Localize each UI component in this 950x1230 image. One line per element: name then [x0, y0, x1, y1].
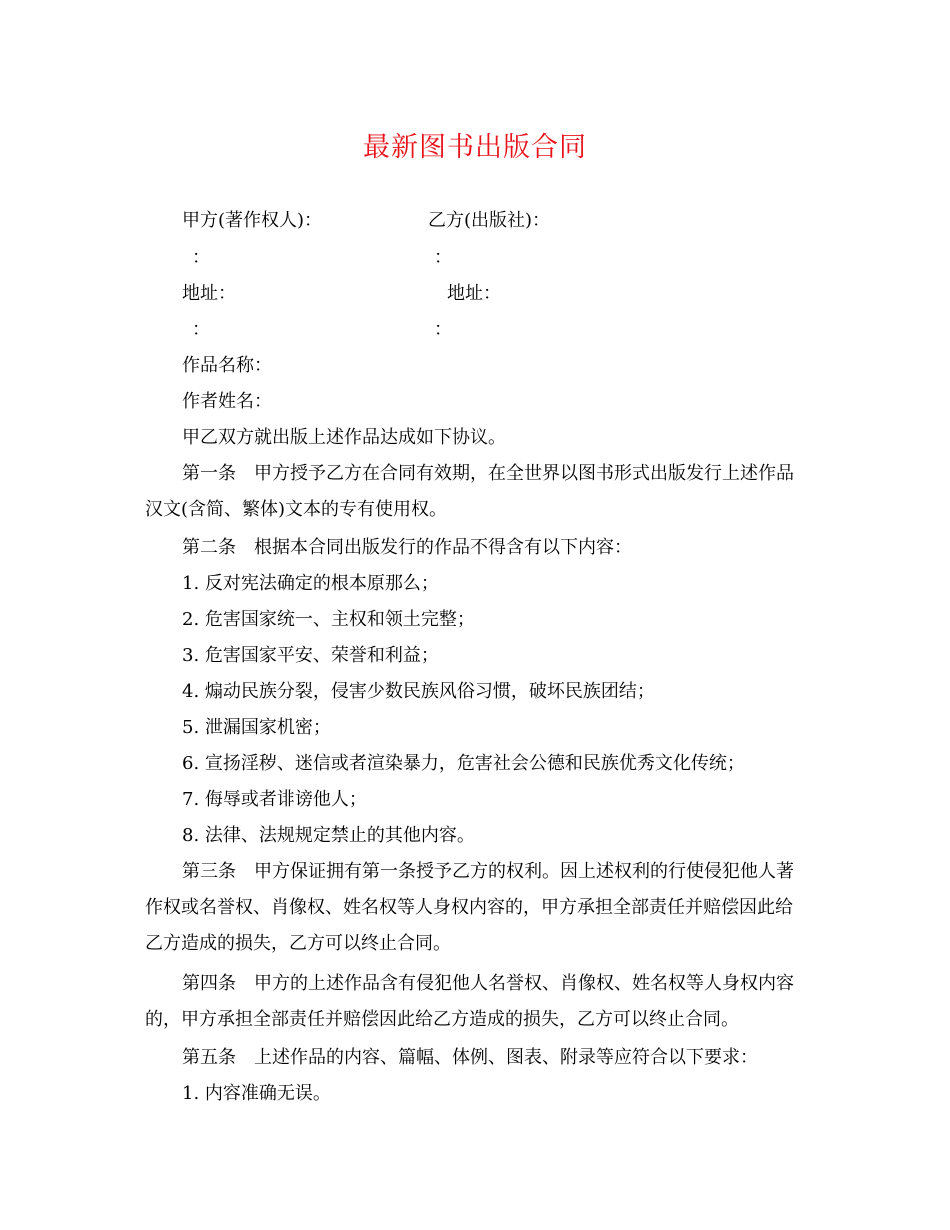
list-item: 5. 泄漏国家机密；	[182, 717, 331, 738]
list-item: 2. 危害国家统一、主权和领土完整；	[182, 609, 475, 630]
list-item: 7. 侮辱或者诽谤他人；	[182, 789, 367, 810]
list-item: 8. 法律、法规规定禁止的其他内容。	[182, 825, 475, 846]
preamble: 甲乙双方就出版上述作品达成如下协议。	[182, 427, 506, 448]
article-text: 甲方保证拥有第一条授予乙方的权利。因上述权利的行使侵犯他人著作权或名誉权、肖像权、姓名权等人身权内容的，甲方承担全部责任并赔偿因此给乙方造成的损失，乙方可以终止合同。	[145, 861, 794, 954]
party-a-name-colon: ：	[192, 247, 210, 268]
article-1	[145, 456, 805, 528]
list-item: 6. 宣扬淫秽、迷信或者渲染暴力，危害社会公德和民族优秀文化传统；	[182, 753, 745, 774]
party-b-label: 乙方(出版社)：	[428, 210, 551, 231]
list-item: 1. 内容准确无误。	[182, 1083, 331, 1104]
article-4	[145, 966, 805, 1038]
author-name-label: 作者姓名：	[182, 391, 272, 412]
party-a-label: 甲方(著作权人)：	[182, 210, 323, 231]
party-b-name-colon: ：	[434, 247, 452, 268]
list-item: 3. 危害国家平安、荣誉和利益；	[182, 645, 439, 666]
party-a-address-label: 地址：	[182, 283, 236, 304]
article-label: 第四条	[182, 973, 236, 994]
article-3	[145, 854, 805, 962]
work-title-label: 作品名称：	[182, 355, 272, 376]
list-item: 4. 煽动民族分裂，侵害少数民族风俗习惯，破坏民族团结；	[182, 681, 655, 702]
article-5	[182, 1045, 758, 1071]
party-b-address-colon: ：	[434, 319, 452, 340]
article-text: 甲方的上述作品含有侵犯他人名誉权、肖像权、姓名权等人身权内容的，甲方承担全部责任并赔偿因此给乙方造成的损失，乙方可以终止合同。	[145, 973, 794, 1030]
list-item: 1. 反对宪法确定的根本原那么；	[182, 573, 439, 594]
article-2	[182, 535, 632, 561]
article-text: 甲方授予乙方在合同有效期，在全世界以图书形式出版发行上述作品汉文(含简、繁体)文本的专有使用权。	[145, 463, 794, 520]
article-text: 上述作品的内容、篇幅、体例、图表、附录等应符合以下要求：	[254, 1047, 758, 1068]
article-text: 根据本合同出版发行的作品不得含有以下内容：	[254, 537, 632, 558]
article-label: 第二条	[182, 537, 236, 558]
article-label: 第五条	[182, 1047, 236, 1068]
party-a-address-colon: ：	[192, 319, 210, 340]
article-label: 第三条	[182, 861, 236, 882]
party-b-address-label: 地址：	[447, 283, 501, 304]
document-title: 最新图书出版合同	[363, 132, 587, 163]
article-label: 第一条	[182, 463, 236, 484]
